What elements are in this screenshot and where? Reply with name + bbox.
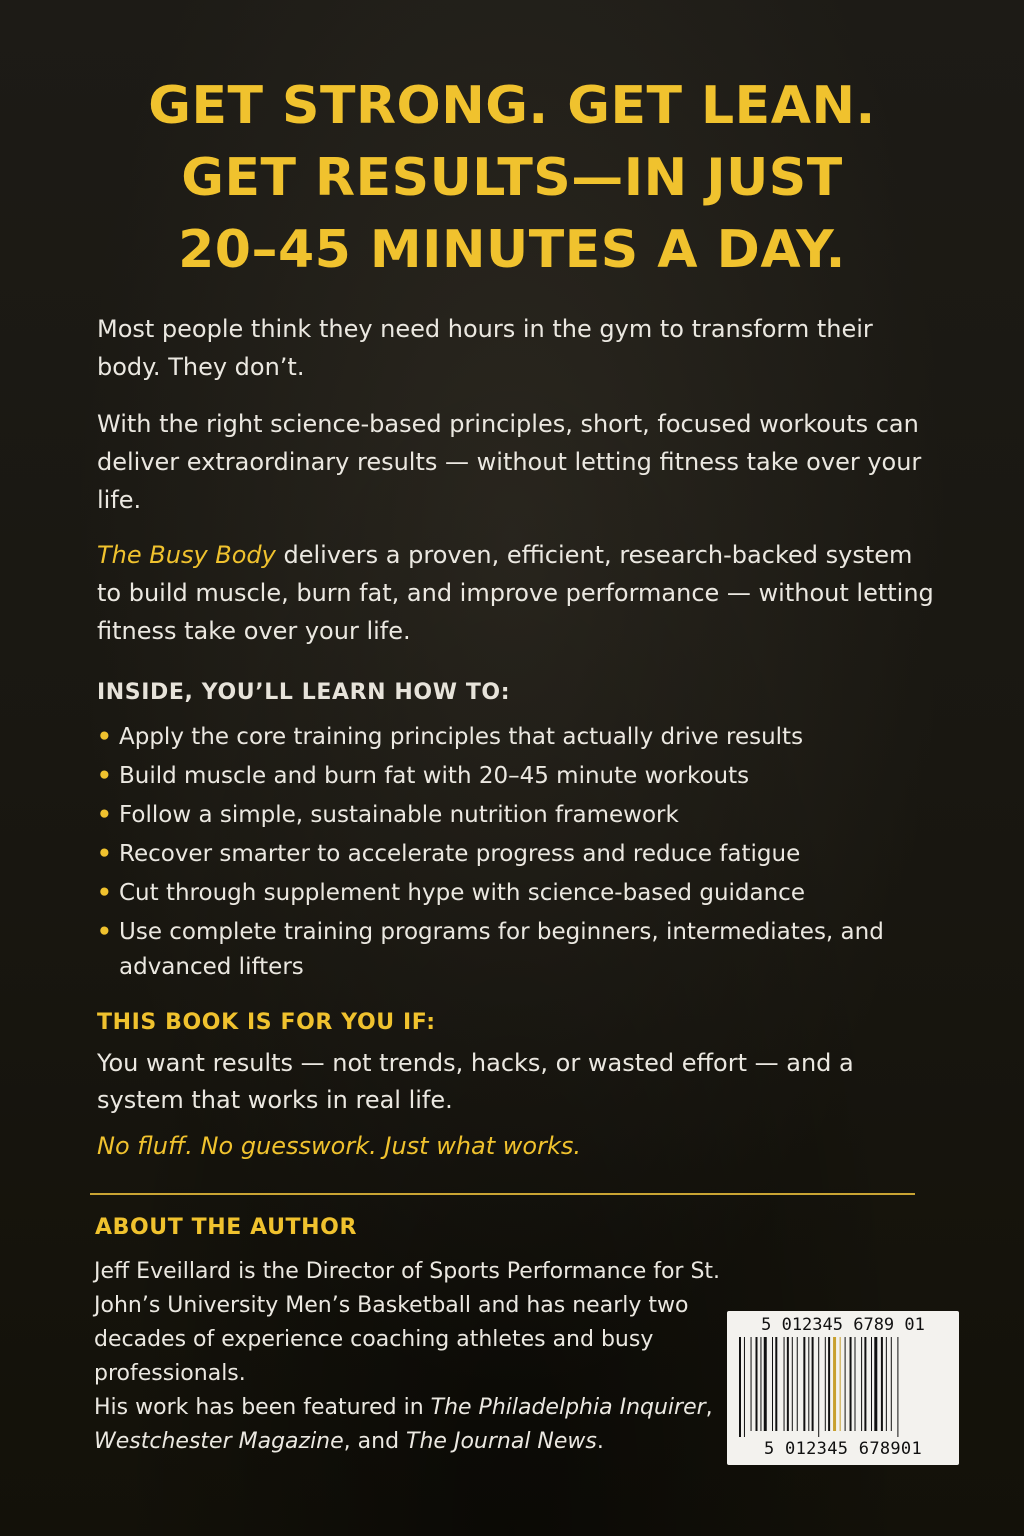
list-item-text: Apply the core training principles that actually drive results: [119, 724, 804, 750]
list-item: [97, 759, 927, 794]
headline: [0, 70, 1024, 286]
author-bio-text: Jeff Eveillard is the Director of Sports Performance for St. John’s University Men’s Basketball and has nearly two decades of experience coaching athletes and busy professionals.: [94, 1259, 721, 1386]
publication-name: The Philadelphia Inquirer: [430, 1395, 706, 1420]
barcode-bar: [881, 1337, 883, 1431]
barcode-bar: [764, 1337, 767, 1431]
headline-line-1: GET STRONG. GET LEAN.: [148, 76, 876, 136]
barcode-bar: [886, 1337, 887, 1431]
list-item-text: Recover smarter to accelerate progress and reduce fatigue: [119, 841, 801, 867]
barcode-bar: [784, 1337, 785, 1431]
intro-paragraph-1: Most people think they need hours in the gym to transform their body. They don’t.: [97, 315, 873, 381]
barcode-bar: [828, 1337, 830, 1431]
barcode-bar: [825, 1337, 826, 1431]
barcode-bar: [739, 1337, 741, 1437]
featured-prefix: His work has been featured in: [94, 1395, 431, 1420]
tagline: No fluff. No guesswork. Just what works.: [97, 1132, 582, 1160]
barcode-top-number: 5 012345 6789 01: [761, 1315, 925, 1335]
barcode-bar: [833, 1337, 836, 1431]
barcode-bar: [840, 1337, 841, 1431]
bullet-icon: •: [97, 724, 112, 750]
barcode-bar: [871, 1337, 872, 1431]
barcode: [727, 1311, 959, 1465]
barcode-bar: [775, 1337, 777, 1431]
barcode-bar: [744, 1337, 745, 1437]
separator: ,: [705, 1395, 713, 1420]
barcode-bar: [772, 1337, 773, 1431]
headline-line-2: GET RESULTS—IN JUST: [181, 148, 843, 208]
barcode-bar: [787, 1337, 789, 1431]
barcode-bar: [751, 1337, 752, 1431]
separator: .: [596, 1429, 604, 1454]
intro-paragraph-3-text: delivers a proven, efficient, research-backed system to build muscle, burn fat, and improve performance — without letting fitness take over your life.: [97, 541, 934, 645]
intro-paragraph-2: With the right science-based principles, short, focused workouts can deliver extraordinary results — without letting fitness take over your life.: [97, 410, 922, 514]
barcode-bars-icon: [737, 1337, 949, 1437]
list-item-text: Cut through supplement hype with science-based guidance: [119, 880, 805, 906]
publication-name: The Journal News: [406, 1429, 597, 1454]
barcode-bar: [855, 1337, 856, 1431]
barcode-bar: [797, 1337, 798, 1431]
barcode-bar: [808, 1337, 809, 1431]
bullet-icon: •: [97, 919, 112, 945]
book-title: The Busy Body: [97, 541, 276, 569]
barcode-bar: [760, 1337, 761, 1431]
bullet-icon: •: [97, 763, 112, 789]
barcode-bar: [845, 1337, 846, 1431]
barcode-bar: [812, 1337, 814, 1431]
divider: [90, 1193, 915, 1195]
barcode-bottom-number: 5 012345 678901: [763, 1439, 923, 1459]
for-you-heading: THIS BOOK IS FOR YOU IF:: [97, 1010, 436, 1035]
list-item: [97, 915, 927, 985]
barcode-bar: [803, 1337, 805, 1431]
barcode-bar: [792, 1337, 793, 1431]
barcode-bar: [756, 1337, 758, 1431]
list-item-text: Build muscle and burn fat with 20–45 minute workouts: [119, 763, 750, 789]
bullet-icon: •: [97, 841, 112, 867]
list-item: [97, 798, 927, 833]
list-item: [97, 837, 927, 872]
barcode-bar: [897, 1337, 898, 1437]
barcode-bar: [861, 1337, 862, 1431]
list-item-text: Follow a simple, sustainable nutrition framework: [119, 802, 679, 828]
headline-line-3: 20–45 MINUTES A DAY.: [178, 220, 846, 280]
barcode-bar: [850, 1337, 852, 1431]
author-heading: ABOUT THE AUTHOR: [95, 1215, 358, 1240]
list-item: [97, 720, 927, 755]
barcode-bar: [891, 1337, 892, 1431]
barcode-bar: [818, 1337, 819, 1437]
barcode-bar: [874, 1337, 877, 1431]
bullet-icon: •: [97, 802, 112, 828]
bullet-icon: •: [97, 880, 112, 906]
list-item: [97, 876, 927, 911]
separator: , and: [343, 1429, 407, 1454]
publication-name: Westchester Magazine: [94, 1429, 344, 1454]
intro-paragraph-3: [97, 536, 937, 650]
list-item-text: Use complete training programs for beginners, intermediates, and advanced lifters: [119, 919, 884, 980]
author-bio: [94, 1255, 734, 1459]
for-you-text: You want results — not trends, hacks, or wasted effort — and a system that works in real life.: [97, 1049, 854, 1114]
learn-list: [97, 720, 927, 989]
inside-heading: INSIDE, YOU’LL LEARN HOW TO:: [97, 680, 511, 705]
barcode-bar: [864, 1337, 866, 1431]
